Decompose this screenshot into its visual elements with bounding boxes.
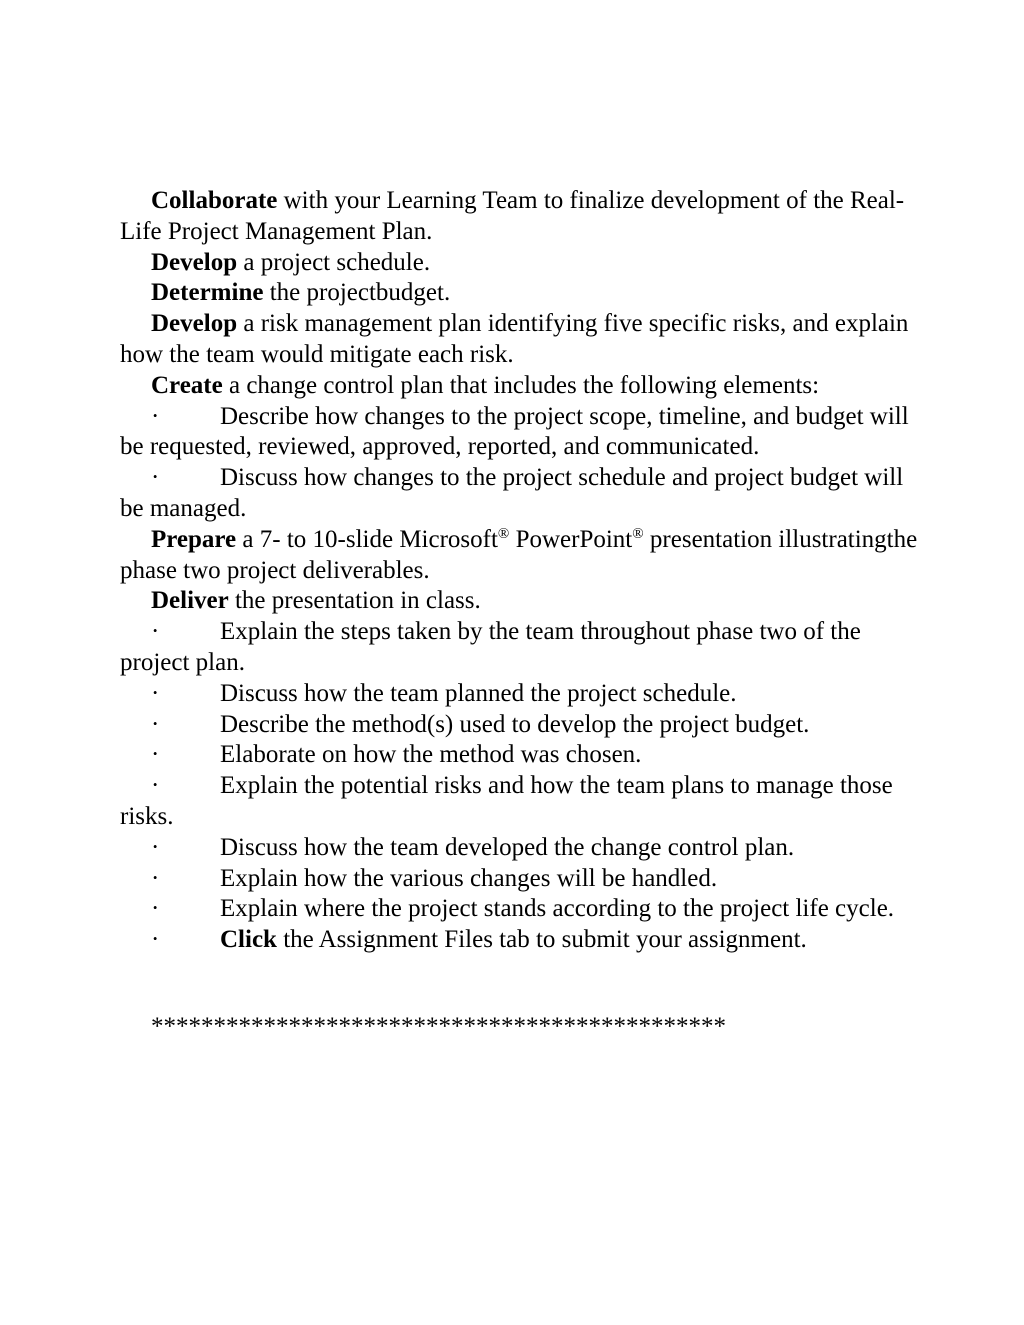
bullet-text: Describe how changes to the project scope, timeline, and budget will be requested, reviewed, approved, reported, and communicated. xyxy=(120,402,909,461)
bullet-text: Discuss how the team planned the project schedule. xyxy=(220,679,737,707)
bullet-mark: · xyxy=(151,833,160,861)
bullet-text: Explain the potential risks and how the team plans to manage those risks. xyxy=(120,772,893,830)
paragraph-text: PowerPoint xyxy=(509,525,633,553)
bullet-item xyxy=(120,894,920,925)
paragraph-text: with your Learning Team to finalize development of the Real-Life Project Management Plan. xyxy=(120,187,905,245)
paragraph-text: presentation illustratingthe phase two project deliverables. xyxy=(120,525,918,584)
action-verb: Click xyxy=(220,926,277,954)
bullet-text: the Assignment Files tab to submit your assignment. xyxy=(276,926,807,954)
paragraph-deliver-presentation xyxy=(120,586,920,617)
registered-mark: ® xyxy=(632,525,644,542)
paragraph-develop-schedule xyxy=(120,248,920,279)
bullet-mark: · xyxy=(151,464,160,492)
paragraph-text: a 7- to 10-slide Microsoft xyxy=(236,525,498,553)
paragraph-create-change-plan xyxy=(120,371,920,402)
bullet-item xyxy=(120,740,920,771)
paragraph-text: a risk management plan identifying five specific risks, and explain how the team would mitigate each risk. xyxy=(120,310,909,368)
paragraph-text: a change control plan that includes the following elements: xyxy=(222,371,820,399)
document-page xyxy=(120,186,920,1043)
action-verb: Collaborate xyxy=(151,187,278,214)
bullet-item xyxy=(120,710,920,741)
bullet-text: Discuss how the team developed the change control plan. xyxy=(220,833,795,861)
bullet-text: Explain where the project stands according to the project life cycle. xyxy=(220,895,895,923)
paragraph-develop-risk-plan xyxy=(120,309,920,371)
bullet-item xyxy=(120,771,920,833)
bullet-mark: · xyxy=(151,402,160,430)
bullet-item xyxy=(120,463,920,525)
bullet-item xyxy=(120,617,920,679)
separator-line: ********************************************** xyxy=(151,1012,726,1040)
action-verb: Deliver xyxy=(151,587,229,615)
paragraph-text: the projectbudget. xyxy=(263,279,451,307)
bullet-item xyxy=(120,402,920,464)
registered-mark: ® xyxy=(497,525,510,542)
bullet-text: Explain the steps taken by the team throughout phase two of the project plan. xyxy=(120,618,861,676)
bullet-text: Describe the method(s) used to develop the project budget. xyxy=(220,710,810,738)
bullet-mark: · xyxy=(151,864,160,892)
paragraph-determine-budget xyxy=(120,278,920,309)
paragraph-text: a project schedule. xyxy=(237,248,431,276)
paragraph-collaborate xyxy=(120,186,920,248)
bullet-item xyxy=(120,833,920,864)
bullet-text: Discuss how changes to the project schedule and project budget will be managed. xyxy=(120,464,904,522)
bullet-item xyxy=(120,925,920,956)
bullet-item xyxy=(120,864,920,895)
action-verb: Prepare xyxy=(151,525,237,553)
bullet-mark: · xyxy=(151,895,160,923)
bullet-mark: · xyxy=(151,710,160,738)
bullet-mark: · xyxy=(151,926,160,954)
action-verb: Develop xyxy=(151,310,238,338)
action-verb: Determine xyxy=(151,279,264,307)
bullet-mark: · xyxy=(151,679,160,707)
bullet-mark: · xyxy=(151,618,160,646)
bullet-mark: · xyxy=(151,741,160,769)
bullet-text: Explain how the various changes will be handled. xyxy=(220,864,718,892)
bullet-mark: · xyxy=(151,772,160,800)
bullet-text: Elaborate on how the method was chosen. xyxy=(220,741,642,769)
action-verb: Develop xyxy=(151,248,238,276)
paragraph-text: the presentation in class. xyxy=(228,587,481,615)
action-verb: Create xyxy=(151,371,223,399)
paragraph-prepare-presentation xyxy=(120,525,920,587)
bullet-item xyxy=(120,679,920,710)
